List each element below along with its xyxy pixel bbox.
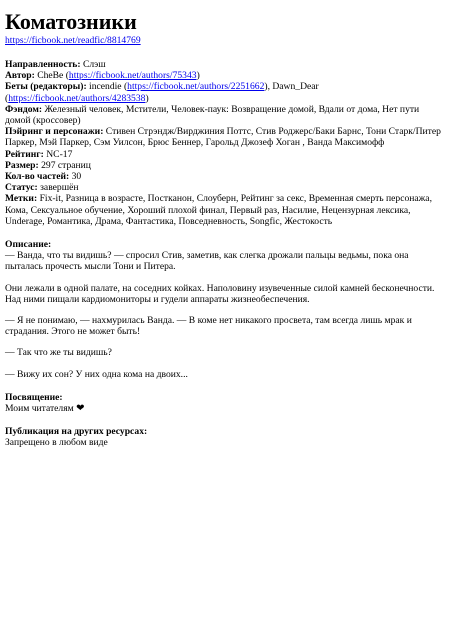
size-value: 297 страниц: [41, 159, 91, 171]
betas-label: Беты (редакторы):: [5, 81, 87, 93]
author-link[interactable]: https://ficbook.net/authors/75343: [68, 70, 197, 82]
fandom-value: Железный человек, Мстители, Человек-паук: Возвращение домой, Вдали от дома, Нет пути домой (кроссовер): [5, 103, 420, 127]
dedication-heading: Посвящение:: [5, 391, 63, 403]
status-value: завершён: [40, 182, 79, 194]
fandom-row: [5, 104, 443, 126]
dedication-text-row: [5, 403, 443, 414]
direction-label: Направленность:: [5, 59, 81, 70]
dedication-text: Моим читателям: [5, 403, 74, 415]
tags-value: Fix-it, Разница в возрасте, Постканон, Слоуберн, Рейтинг за секс, Временная смерть персонажа, Кома, Сексуальное обучение, Хороший плохой финал, Первый раз, Насилие, Нецензурная лексика, Underage, Романтика, Драма, Фантастика, Повседневность, Songfic, Жестокость: [5, 193, 432, 227]
author-label: Автор:: [5, 70, 35, 82]
dedication-section: [5, 392, 443, 414]
size-label: Размер:: [5, 159, 39, 171]
author-row: Автор: CheBe (https://ficbook.net/authors/75343): [5, 70, 200, 82]
author-name: CheBe: [37, 70, 64, 82]
work-title: Коматозники: [5, 9, 137, 34]
tags-row: [5, 193, 443, 227]
direction-value: Слэш: [83, 59, 106, 70]
rating-row: [5, 149, 443, 160]
parts-row: [5, 171, 443, 182]
pairing-value: Стивен Стрэндж/Вирджиния Поттс, Стив Роджерс/Баки Барнс, Тони Старк/Питер Паркер, Мэй Паркер, Сэм Уилсон, Брюс Беннер, Гарольд Джозеф Хоган , Ванда Максимофф: [5, 126, 441, 149]
rating-value: NC-17: [46, 148, 73, 160]
description-paragraph: — Я не понимаю, — нахмурилась Ванда. — В коме нет никакого просвета, там всегда лишь мрак и страдания. Этого не может быть!: [5, 315, 412, 338]
tags-label: Метки:: [5, 193, 38, 205]
beta2-link[interactable]: https://ficbook.net/authors/4283538: [8, 92, 146, 104]
betas-row: Беты (редакторы): incendie (https://ficbook.net/authors/2251662), Dawn_Dear (https://ficbook.net/authors/4283538): [5, 81, 319, 104]
description-section: [5, 239, 443, 380]
beta1-link[interactable]: https://ficbook.net/authors/2251662: [127, 81, 265, 93]
status-row: [5, 182, 443, 193]
size-row: [5, 160, 443, 171]
description-paragraph: Они лежали в одной палате, на соседних койках. Наполовину изувеченные силой камней бесконечности. Над ними пищали кардиомониторы и гудели аппараты жизнеобеспечения.: [5, 282, 435, 305]
pairing-row: [5, 126, 443, 148]
heart-icon: ❤: [76, 403, 85, 415]
parts-value: 30: [71, 171, 82, 183]
description-paragraph: — Вижу их сон? У них одна кома на двоих...: [5, 368, 188, 380]
publication-section: [5, 426, 443, 448]
description-paragraph: — Так что же ты видишь?: [5, 347, 112, 359]
publication-text: Запрещено в любом виде: [5, 437, 108, 449]
pairing-label: Пэйринг и персонажи:: [5, 126, 104, 138]
description-heading: Описание:: [5, 239, 52, 251]
beta2-name: Dawn_Dear: [272, 81, 319, 93]
parts-label: Кол-во частей:: [5, 171, 70, 183]
rating-label: Рейтинг:: [5, 148, 44, 160]
status-label: Статус:: [5, 182, 38, 194]
publication-heading: Публикация на других ресурсах:: [5, 426, 148, 438]
document-page: [5, 10, 443, 449]
beta1-name: incendie: [89, 81, 122, 93]
work-metadata: [5, 59, 443, 227]
description-paragraph: — Ванда, что ты видишь? — спросил Стив, заметив, как слегка дрожали пальцы ведьмы, пока она пыталась прочесть мысли Тони и Питера.: [5, 250, 409, 273]
direction-row: [5, 59, 443, 70]
source-link[interactable]: https://ficbook.net/readfic/8814769: [5, 35, 141, 46]
fandom-label: Фэндом:: [5, 103, 43, 115]
